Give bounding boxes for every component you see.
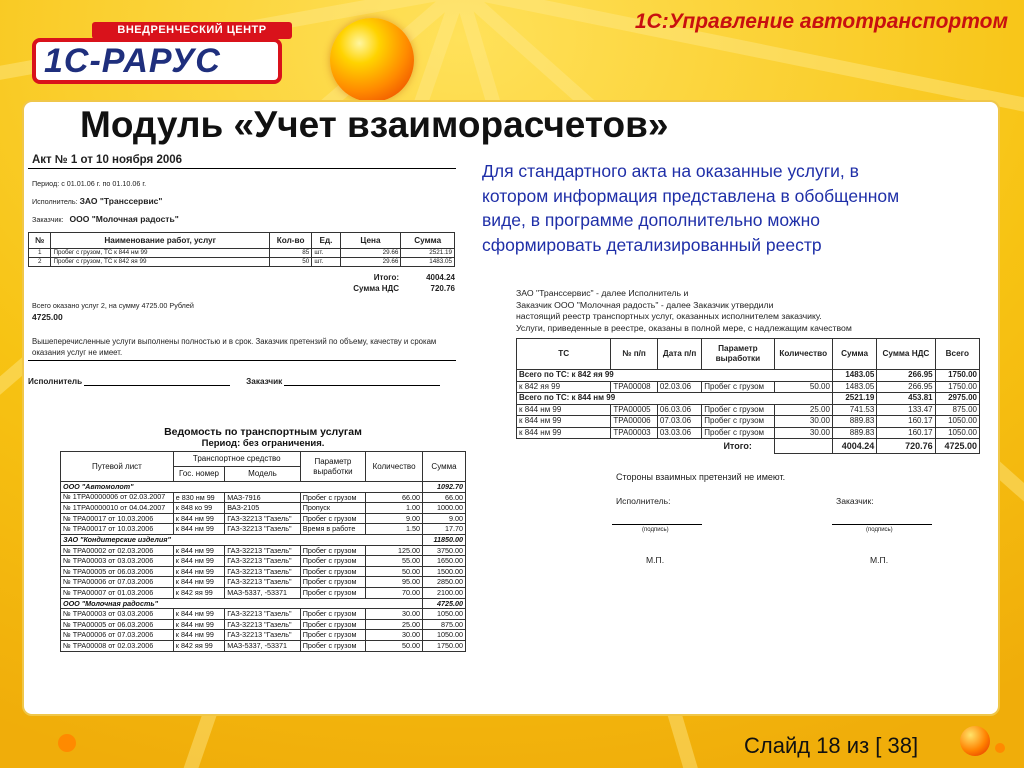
table-cell: 29.66 [340, 258, 401, 267]
vedomost-title: Ведомость по транспортным услугам [164, 426, 362, 438]
table-row [61, 630, 466, 641]
table-cell: 03.03.06 [657, 427, 701, 439]
logo-orb-icon [330, 18, 414, 102]
table-cell: ГАЗ-32213 "Газель" [225, 609, 301, 620]
table-row [61, 545, 466, 556]
table-cell: 1483.05 [401, 258, 455, 267]
table-cell: Пробег с грузом [300, 619, 365, 630]
group-sum: 2521.19 [832, 393, 876, 405]
table-cell: Время в работе [300, 524, 365, 535]
act-customer [32, 214, 456, 224]
table-cell: к 844 нм 99 [173, 513, 224, 524]
table-cell: к 842 яя 99 [517, 381, 611, 393]
table-row [517, 404, 980, 416]
table-cell: 1500.00 [422, 566, 465, 577]
table-cell: 25.00 [774, 404, 832, 416]
table-group-row [517, 393, 980, 405]
table-cell: 2850.00 [422, 577, 465, 588]
table-cell: е 830 нм 99 [173, 492, 224, 503]
table-cell: 85 [269, 249, 311, 258]
table-row [517, 416, 980, 428]
column-header: ТС [517, 339, 611, 370]
group-name: Всего по ТС: к 844 нм 99 [517, 393, 833, 405]
column-header: Сумма НДС [877, 339, 935, 370]
signature-line [284, 377, 440, 386]
table-cell: ТРА00006 [611, 416, 658, 428]
group-total: 1092.70 [422, 482, 465, 493]
table-cell: ГАЗ-32213 "Газель" [225, 524, 301, 535]
table-cell: 50 [269, 258, 311, 267]
intro-line: ЗАО "Транссервис" - далее Исполнитель и [516, 288, 689, 298]
vedomost-subtitle: Период: без ограничения. [201, 438, 325, 449]
table-cell: 95.00 [366, 577, 423, 588]
customer-value: ООО "Молочная радость" [69, 214, 179, 224]
table-cell: к 844 нм 99 [173, 619, 224, 630]
table-row [61, 587, 466, 598]
decor-dot-icon [58, 734, 76, 752]
total-vat: 720.76 [877, 439, 935, 454]
table-cell: 30.00 [774, 416, 832, 428]
table-cell: 66.00 [366, 492, 423, 503]
column-header: Дата п/п [657, 339, 701, 370]
column-header: № п/п [611, 339, 658, 370]
table-cell: к 842 яя 99 [173, 587, 224, 598]
table-cell: 3750.00 [422, 545, 465, 556]
table-group-row [61, 534, 466, 545]
table-row [61, 503, 466, 514]
table-cell: МАЗ-5337, -53371 [225, 640, 301, 651]
table-cell: № ТРА00017 от 10.03.2006 [61, 524, 174, 535]
executor-label: Исполнитель: [32, 197, 78, 206]
signature-hint: (подпись) [866, 527, 893, 534]
table-cell: 1050.00 [935, 427, 979, 439]
vedomost-table [60, 451, 466, 652]
table-cell: 266.95 [877, 381, 935, 393]
table-row [61, 640, 466, 651]
table-cell: 1 [29, 249, 51, 258]
table-cell: Пробег с грузом [300, 492, 365, 503]
column-header: Кол-во [269, 233, 311, 249]
table-cell: ТРА00005 [611, 404, 658, 416]
customer-label: Заказчик: [836, 496, 874, 507]
vedomost-report [60, 426, 466, 652]
column-header: Ед. [312, 233, 340, 249]
table-cell: МАЗ-5337, -53371 [225, 587, 301, 598]
signature-line [84, 377, 230, 386]
executor-signature [516, 496, 748, 565]
act-heading: Акт № 1 от 10 ноября 2006 [32, 154, 183, 166]
table-cell: ВАЗ-2105 [225, 503, 301, 514]
act-summary-amount: 4725.00 [32, 312, 63, 322]
total-all: 4725.00 [935, 439, 979, 454]
table-cell: к 844 нм 99 [173, 556, 224, 567]
divider [28, 360, 456, 361]
table-cell: 9.00 [422, 513, 465, 524]
table-row [61, 492, 466, 503]
table-cell: Пробег с грузом, ТС к 844 нм 99 [51, 249, 269, 258]
table-cell: 160.17 [877, 416, 935, 428]
table-row [517, 427, 980, 439]
table-cell: 133.47 [877, 404, 935, 416]
table-cell: к 844 нм 99 [173, 524, 224, 535]
column-header: Параметр выработки [702, 339, 774, 370]
column-header: Цена [340, 233, 401, 249]
column-header: Модель [225, 467, 301, 482]
table-cell: Пробег с грузом, ТС к 842 яя 99 [51, 258, 269, 267]
table-cell: Пробег с грузом [300, 630, 365, 641]
table-cell: 50.00 [366, 566, 423, 577]
table-cell: 1.50 [366, 524, 423, 535]
table-cell: Пробег с грузом [300, 566, 365, 577]
act-summary: Всего оказано услуг 2, на сумму 4725.00 Рублей [32, 301, 194, 310]
signature-hint: (подпись) [642, 527, 669, 534]
table-cell: 1050.00 [422, 609, 465, 620]
table-cell: Пробег с грузом [300, 587, 365, 598]
total-label: Итого: [373, 273, 399, 282]
table-cell: 70.00 [366, 587, 423, 598]
act-note: Вышеперечисленные услуги выполнены полностью и в срок. Заказчик претензий по объему, качеству и срокам оказания услуг не имеет. [32, 337, 437, 357]
table-cell: МАЗ-7916 [225, 492, 301, 503]
table-group-row [61, 482, 466, 493]
table-cell: 125.00 [366, 545, 423, 556]
table-cell: ГАЗ-32213 "Газель" [225, 566, 301, 577]
table-header-row [61, 452, 466, 467]
sign-executor-label: Исполнитель [28, 377, 83, 386]
table-cell: 889.83 [832, 416, 876, 428]
column-header: Наименование работ, услуг [51, 233, 269, 249]
intro-line: настоящий реестр транспортных услуг, оказанных исполнителем заказчику. [516, 311, 822, 322]
act-executor [32, 196, 456, 206]
table-cell: 30.00 [366, 630, 423, 641]
act-totals [28, 273, 455, 293]
table-cell: 1.00 [366, 503, 423, 514]
table-row [29, 249, 455, 258]
group-name: ООО "Молочная радость" [61, 598, 423, 609]
signature-line [832, 524, 932, 525]
table-row [61, 513, 466, 524]
table-row [61, 609, 466, 620]
table-cell: 160.17 [877, 427, 935, 439]
table-cell: ГАЗ-32213 "Газель" [225, 556, 301, 567]
table-cell: 9.00 [366, 513, 423, 524]
customer-label: Заказчик: [32, 215, 64, 224]
table-cell: № ТРА00003 от 03.03.2006 [61, 556, 174, 567]
sign-customer-label: Заказчик [246, 377, 283, 386]
table-cell: 1650.00 [422, 556, 465, 567]
column-header: Количество [774, 339, 832, 370]
table-cell: к 844 нм 99 [173, 577, 224, 588]
column-header: Сумма [422, 452, 465, 482]
table-cell: к 848 ко 99 [173, 503, 224, 514]
table-cell: 25.00 [366, 619, 423, 630]
table-cell: № ТРА00017 от 10.03.2006 [61, 513, 174, 524]
decor-orb-icon [960, 726, 990, 756]
table-cell: Пропуск [300, 503, 365, 514]
table-cell: 2 [29, 258, 51, 267]
registry-table [516, 338, 980, 454]
table-cell: № ТРА00006 от 07.03.2006 [61, 577, 174, 588]
column-header: Сумма [832, 339, 876, 370]
stamp-label: М.П. [870, 555, 889, 566]
group-total: 1750.00 [935, 370, 979, 382]
table-cell: 889.83 [832, 427, 876, 439]
table-row [517, 381, 980, 393]
table-group-row [517, 370, 980, 382]
table-cell: 1050.00 [935, 416, 979, 428]
customer-signature [748, 496, 980, 565]
table-cell: № ТРА00005 от 06.03.2006 [61, 566, 174, 577]
table-header-row [517, 339, 980, 370]
table-cell: 02.03.06 [657, 381, 701, 393]
table-cell: 1750.00 [422, 640, 465, 651]
table-cell: Пробег с грузом [300, 577, 365, 588]
table-cell: к 844 нм 99 [173, 609, 224, 620]
table-cell: № ТРА00002 от 02.03.2006 [61, 545, 174, 556]
table-cell: к 842 яя 99 [173, 640, 224, 651]
table-cell: 30.00 [774, 427, 832, 439]
table-cell: 1750.00 [935, 381, 979, 393]
table-cell: 875.00 [935, 404, 979, 416]
executor-label: Исполнитель: [616, 496, 671, 507]
registry-signatures [516, 496, 982, 565]
spacer-cell [774, 439, 832, 454]
act-table [28, 232, 455, 267]
table-cell: Пробег с грузом [702, 381, 774, 393]
column-header: Транспортное средство [173, 452, 300, 467]
table-cell: 1483.05 [832, 381, 876, 393]
product-title: 1С:Управление автотранспортом [634, 10, 1008, 33]
table-cell: № ТРА00003 от 03.03.2006 [61, 609, 174, 620]
table-cell: ГАЗ-32213 "Газель" [225, 545, 301, 556]
table-cell: ТРА00008 [611, 381, 658, 393]
act-document [28, 154, 456, 386]
vat-label: Сумма НДС [353, 284, 399, 293]
table-cell: 1000.00 [422, 503, 465, 514]
table-cell: № ТРА00005 от 06.03.2006 [61, 619, 174, 630]
group-total: 4725.00 [422, 598, 465, 609]
table-cell: Пробег с грузом [300, 609, 365, 620]
group-name: ООО "Автомолот" [61, 482, 423, 493]
column-header: № [29, 233, 51, 249]
group-name: Всего по ТС: к 842 яя 99 [517, 370, 833, 382]
intro-line: Заказчик ООО "Молочная радость" - далее Заказчик утвердили [516, 299, 774, 310]
total-value: 4004.24 [426, 273, 455, 282]
table-cell: № ТРА00006 от 07.03.2006 [61, 630, 174, 641]
intro-line: Услуги, приведенные в реестре, оказаны в полной мере, с надлежащим качеством [516, 322, 852, 333]
table-cell: 29.66 [340, 249, 401, 258]
registry-document [516, 288, 982, 565]
table-group-row [61, 598, 466, 609]
total-label: Итого: [723, 441, 752, 452]
table-cell: к 844 нм 99 [517, 416, 611, 428]
table-cell: 875.00 [422, 619, 465, 630]
vat-value: 720.76 [430, 284, 455, 293]
group-total: 2975.00 [935, 393, 979, 405]
logo-tagline: ВНЕДРЕНЧЕСКИЙ ЦЕНТР [92, 22, 292, 39]
table-cell: Пробег с грузом [300, 513, 365, 524]
table-cell: ГАЗ-32213 "Газель" [225, 513, 301, 524]
slide-title: Модуль «Учет взаиморасчетов» [80, 104, 669, 145]
table-cell: 2100.00 [422, 587, 465, 598]
slide-description: Для стандартного акта на оказанные услуги, в котором информация представлена в обобщенном виде, в программе дополнительно можно сформировать детализированный реестр [482, 161, 900, 255]
table-row [61, 566, 466, 577]
table-row [61, 556, 466, 567]
stamp-label: М.П. [646, 555, 665, 566]
table-cell: Пробег с грузом [300, 556, 365, 567]
executor-value: ЗАО "Транссервис" [79, 196, 163, 206]
group-total: 11850.00 [422, 534, 465, 545]
table-cell: к 844 нм 99 [173, 545, 224, 556]
total-sum: 4004.24 [832, 439, 876, 454]
table-cell: 66.00 [422, 492, 465, 503]
table-cell: Пробег с грузом [300, 640, 365, 651]
column-header: Всего [935, 339, 979, 370]
group-name: ЗАО "Кондитерские изделия" [61, 534, 423, 545]
table-cell: 50.00 [774, 381, 832, 393]
table-cell: к 844 нм 99 [517, 427, 611, 439]
act-period: Период: с 01.01.06 г. по 01.10.06 г. [32, 179, 147, 188]
table-cell: 1050.00 [422, 630, 465, 641]
table-cell: 17.70 [422, 524, 465, 535]
table-cell: № 1ТРА0000006 от 02.03.2007 [61, 492, 174, 503]
table-cell: № ТРА00007 от 01.03.2006 [61, 587, 174, 598]
decor-dot-icon [995, 743, 1005, 753]
column-header: Сумма [401, 233, 455, 249]
column-header: Параметр выработки [300, 452, 365, 482]
table-cell: 30.00 [366, 609, 423, 620]
table-cell: к 844 нм 99 [173, 630, 224, 641]
table-cell: шт. [312, 258, 340, 267]
spacer-cell [517, 439, 702, 454]
signature-line [612, 524, 702, 525]
table-cell: № ТРА00008 от 02.03.2006 [61, 640, 174, 651]
table-cell: 741.53 [832, 404, 876, 416]
table-total-row [517, 439, 980, 454]
table-cell: 07.03.06 [657, 416, 701, 428]
slide-counter: Слайд 18 из [ 38] [744, 733, 919, 758]
column-header: Гос. номер [173, 467, 224, 482]
act-signatures [28, 377, 456, 386]
table-cell: 50.00 [366, 640, 423, 651]
group-sum: 1483.05 [832, 370, 876, 382]
table-cell: 2521.19 [401, 249, 455, 258]
table-cell: ГАЗ-32213 "Газель" [225, 630, 301, 641]
group-vat: 453.81 [877, 393, 935, 405]
table-cell: Пробег с грузом [300, 545, 365, 556]
registry-intro [516, 288, 982, 334]
table-cell: к 844 нм 99 [173, 566, 224, 577]
no-claims-text: Стороны взаимных претензий не имеют. [616, 472, 786, 483]
table-cell: к 844 нм 99 [517, 404, 611, 416]
table-header-row [29, 233, 455, 249]
table-cell: 55.00 [366, 556, 423, 567]
column-header: Путевой лист [61, 452, 174, 482]
column-header: Количество [366, 452, 423, 482]
brand-logo [32, 22, 287, 86]
table-cell: Пробег с грузом [702, 427, 774, 439]
table-row [61, 577, 466, 588]
table-row [29, 258, 455, 267]
table-cell: ТРА00003 [611, 427, 658, 439]
table-cell: № 1ТРА0000010 от 04.04.2007 [61, 503, 174, 514]
table-cell: ГАЗ-32213 "Газель" [225, 577, 301, 588]
table-cell: 06.03.06 [657, 404, 701, 416]
logo-wordmark: 1С-РАРУС [32, 38, 282, 84]
table-cell: Пробег с грузом [702, 404, 774, 416]
divider [28, 168, 456, 169]
table-cell: Пробег с грузом [702, 416, 774, 428]
table-cell: шт. [312, 249, 340, 258]
table-row [61, 619, 466, 630]
group-vat: 266.95 [877, 370, 935, 382]
table-row [61, 524, 466, 535]
table-cell: ГАЗ-32213 "Газель" [225, 619, 301, 630]
